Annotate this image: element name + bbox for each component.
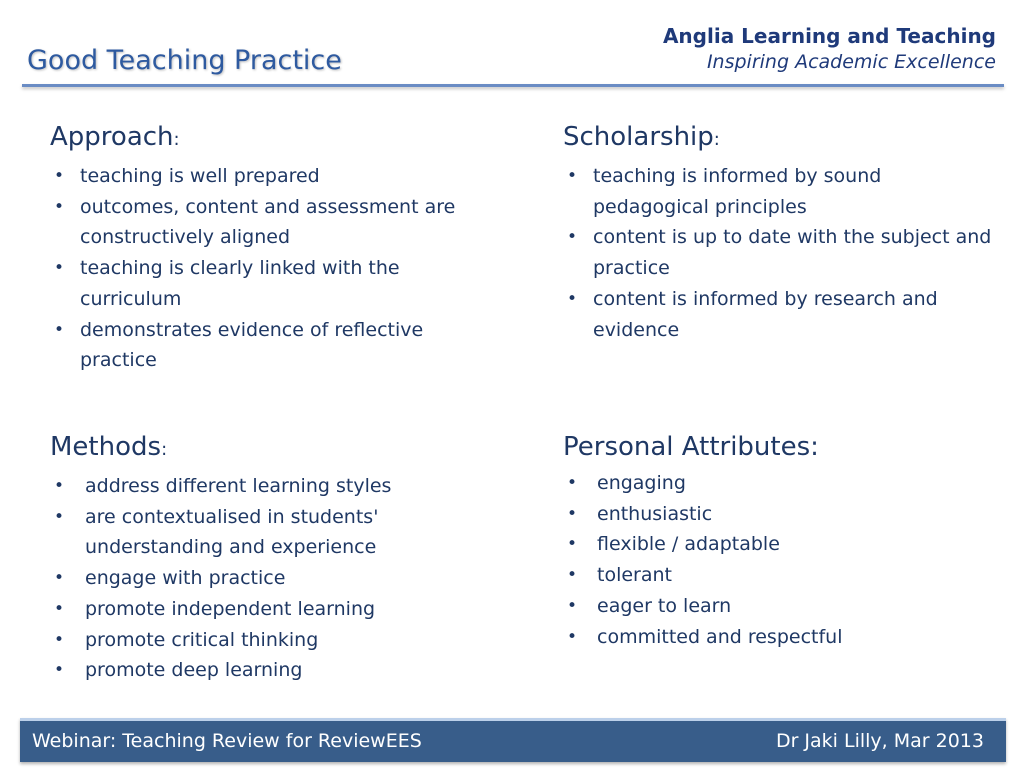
bullet-glyph: • [567,473,578,493]
list-item-text: content is informed by research and evidence [593,287,938,341]
list-item [563,560,993,591]
list-item [563,468,993,499]
section-heading-text: Approach [50,122,174,152]
list-item-text: teaching is well prepared [80,165,320,187]
list-item-text: flexible / adaptable [597,533,780,556]
list-item-text: promote critical thinking [85,628,319,651]
list-item-text: outcomes, content and assessment are constructively aligned [80,195,456,249]
list-item [563,499,993,530]
bullet-glyph: • [54,629,65,650]
heading-colon: : [713,129,720,150]
list-item [50,502,470,563]
list-item [563,222,993,283]
section-heading-text: Methods [50,432,162,462]
list-item [563,161,993,222]
bullet-glyph: • [54,476,65,496]
heading-colon: : [173,129,180,150]
bullet-glyph: • [54,319,65,340]
bullet-glyph: • [567,534,578,555]
footer-author-date: Dr Jaki Lilly, Mar 2013 [775,730,984,752]
scholarship-section [563,120,993,345]
heading-colon: : [810,432,819,462]
footer-bar [20,718,1006,762]
section-heading [563,120,993,157]
bullet-list [563,468,993,652]
list-item [563,622,993,653]
org-name: Anglia Learning and Teaching [662,24,996,48]
list-item-text: promote independent learning [85,597,376,620]
methods-section [50,430,470,686]
list-item [50,655,470,686]
bullet-glyph: • [567,595,578,616]
page-title: Good Teaching Practice [27,45,342,76]
heading-colon: : [161,439,168,460]
footer-webinar-label: Webinar: Teaching Review for ReviewEES [32,730,422,752]
bullet-list [563,161,993,345]
list-item [50,563,470,594]
list-item [563,529,993,560]
list-item [50,192,470,253]
bullet-glyph: • [54,660,65,681]
section-heading-text: Personal Attributes [563,432,811,462]
list-item-text: address different learning styles [85,475,392,497]
bullet-glyph: • [567,503,578,524]
bullet-glyph: • [54,196,65,217]
bullet-glyph: • [567,166,578,186]
bullet-glyph: • [54,568,65,589]
list-item [50,315,470,376]
list-item-text: engaging [597,472,686,494]
approach-section [50,120,470,376]
list-item-text: committed and respectful [597,625,843,648]
bullet-glyph: • [567,565,578,586]
list-item [563,591,993,622]
list-item [563,284,993,345]
list-item [50,625,470,656]
section-heading-text: Scholarship [563,122,714,152]
bullet-glyph: • [567,626,578,647]
list-item-text: are contextualised in students' understanding and experience [85,505,379,559]
list-item-text: content is up to date with the subject and practice [593,226,992,280]
list-item-text: demonstrates evidence of reflective practice [80,318,424,372]
bullet-list [50,471,470,686]
list-item [50,471,470,502]
list-item-text: eager to learn [597,594,732,617]
list-item-text: promote deep learning [85,659,303,682]
list-item [50,161,470,192]
section-heading [563,430,993,464]
section-heading [50,120,470,157]
bullet-glyph: • [54,258,65,279]
title-divider [22,84,1004,87]
bullet-glyph: • [54,166,65,186]
list-item-text: teaching is clearly linked with the curriculum [80,257,400,310]
bullet-glyph: • [54,598,65,619]
bullet-glyph: • [567,288,578,309]
list-item-text: tolerant [597,564,672,587]
list-item [50,594,470,625]
list-item [50,253,470,314]
org-tagline: Inspiring Academic Excellence [706,51,996,73]
list-item-text: teaching is informed by sound pedagogical principles [593,165,882,218]
section-heading [50,430,470,467]
bullet-glyph: • [567,227,578,248]
list-item-text: enthusiastic [597,502,713,525]
bullet-glyph: • [54,506,65,527]
list-item-text: engage with practice [85,567,286,590]
org-block [663,24,996,73]
bullet-list [50,161,470,376]
personal-attributes-section [563,430,993,652]
